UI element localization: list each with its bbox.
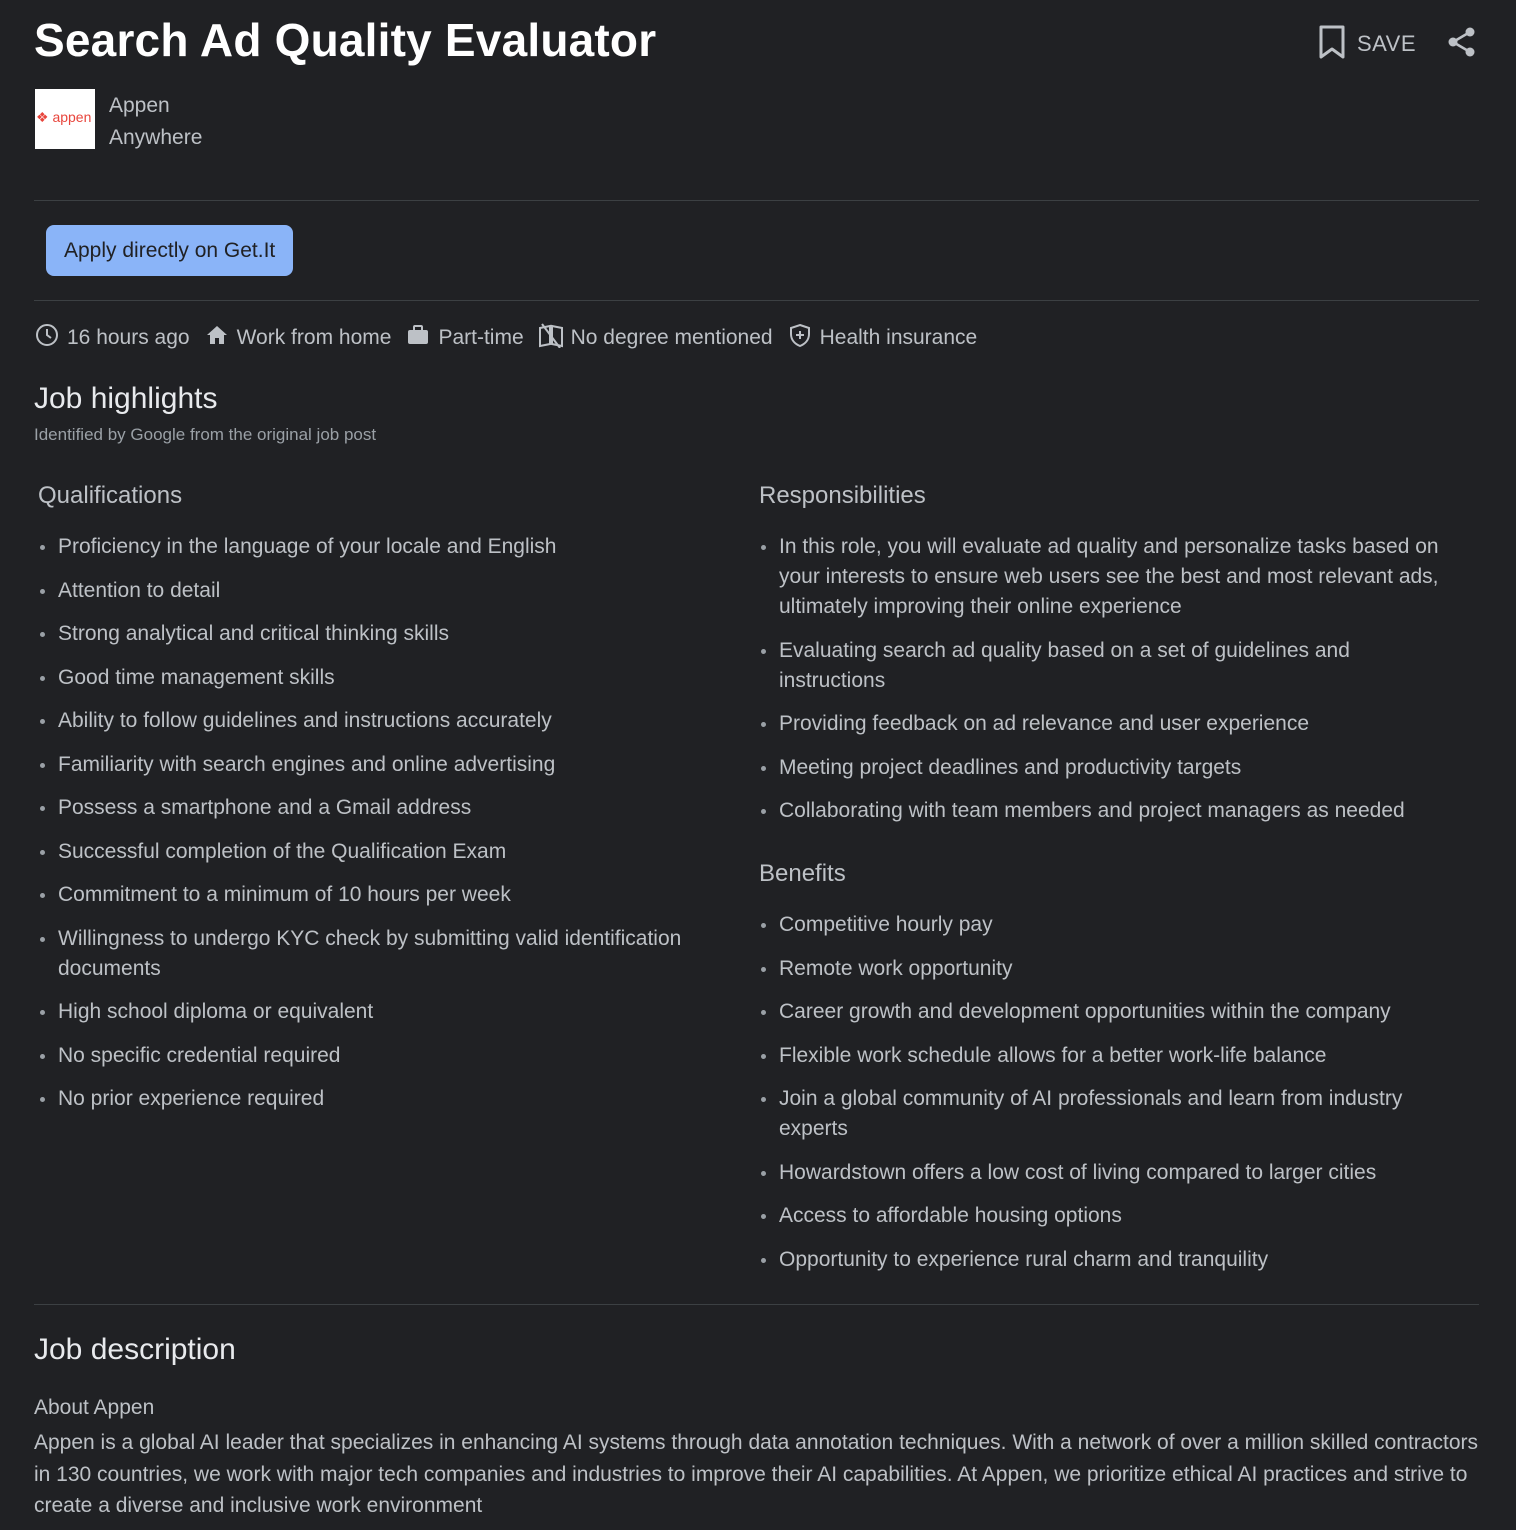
job-description-title: Job description — [34, 1333, 236, 1366]
benefits-title: Benefits — [759, 860, 846, 887]
benefit-chip-label: Health insurance — [819, 326, 978, 349]
education-requirement: No degree mentioned — [570, 326, 773, 349]
chip-posted — [34, 322, 190, 354]
benefits-list — [759, 910, 1449, 1288]
share-icon — [1446, 26, 1478, 63]
list-item: Howardstown offers a low cost of living compared to larger cities — [759, 1158, 1449, 1188]
list-item: High school diploma or equivalent — [38, 997, 718, 1027]
list-item: Ability to follow guidelines and instructions accurately — [38, 706, 718, 736]
responsibilities-title: Responsibilities — [759, 482, 926, 509]
briefcase-icon — [405, 322, 438, 354]
list-item: Access to affordable housing options — [759, 1201, 1449, 1231]
bookmark-icon — [1317, 24, 1347, 65]
posted-time: 16 hours ago — [67, 326, 190, 349]
book-icon — [538, 322, 571, 354]
job-highlights-subtitle: Identified by Google from the original job post — [34, 425, 377, 444]
list-item: Remote work opportunity — [759, 954, 1449, 984]
list-item: Commitment to a minimum of 10 hours per week — [38, 880, 718, 910]
job-title: Search Ad Quality Evaluator — [34, 14, 657, 66]
list-item: Familiarity with search engines and online advertising — [38, 750, 718, 780]
list-item: Join a global community of AI professionals and learn from industry experts — [759, 1084, 1449, 1144]
job-attributes — [34, 321, 991, 355]
home-icon — [204, 322, 237, 354]
apply-button[interactable]: Apply directly on Get.It — [46, 225, 293, 276]
list-item: Successful completion of the Qualification Exam — [38, 837, 718, 867]
job-location: Anywhere — [109, 126, 203, 149]
divider — [34, 300, 1479, 301]
divider — [34, 200, 1479, 201]
clock-icon — [34, 322, 67, 354]
list-item: Willingness to undergo KYC check by submitting valid identification documents — [38, 924, 718, 984]
company-row — [35, 89, 202, 154]
list-item: Competitive hourly pay — [759, 910, 1449, 940]
list-item: Attention to detail — [38, 576, 718, 606]
description-body: Appen is a global AI leader that specializes in enhancing AI systems through data annotation techniques. With a network of over a million skilled contractors in 130 countries, we work with major tech companies and industries to improve their AI capabilities. At Appen, we prioritize ethical AI practices and strive to create a diverse and inclusive work environment — [34, 1431, 1478, 1517]
list-item: Collaborating with team members and project managers as needed — [759, 796, 1449, 826]
company-name: Appen — [109, 94, 170, 117]
save-label: SAVE — [1356, 31, 1416, 56]
schedule-type: Part-time — [438, 326, 524, 349]
company-logo-text: ❖ appen — [36, 109, 92, 125]
list-item: No prior experience required — [38, 1084, 718, 1114]
list-item: Proficiency in the language of your locale and English — [38, 532, 718, 562]
divider — [34, 1304, 1479, 1305]
share-button[interactable] — [1446, 26, 1478, 63]
description-heading: About Appen — [34, 1396, 155, 1419]
list-item: Opportunity to experience rural charm and tranquility — [759, 1245, 1449, 1275]
list-item: In this role, you will evaluate ad quality and personalize tasks based on your interests to ensure web users see the best and most relevant ads, ultimately improving their online experience — [759, 532, 1449, 622]
list-item: Possess a smartphone and a Gmail address — [38, 793, 718, 823]
qualifications-title: Qualifications — [38, 482, 183, 509]
list-item: No specific credential required — [38, 1041, 718, 1071]
company-logo — [35, 89, 95, 149]
list-item: Career growth and development opportunities within the company — [759, 997, 1449, 1027]
save-button[interactable] — [1317, 24, 1416, 65]
chip-education — [538, 322, 773, 354]
chip-schedule — [405, 322, 523, 354]
list-item: Meeting project deadlines and productivity targets — [759, 753, 1449, 783]
job-highlights-title: Job highlights — [34, 382, 218, 415]
work-mode: Work from home — [236, 326, 392, 349]
list-item: Strong analytical and critical thinking skills — [38, 619, 718, 649]
qualifications-list — [38, 532, 718, 1128]
list-item: Evaluating search ad quality based on a set of guidelines and instructions — [759, 636, 1449, 696]
chip-benefit — [787, 322, 978, 354]
shield-icon — [787, 322, 820, 354]
responsibilities-list — [759, 532, 1449, 840]
list-item: Flexible work schedule allows for a better work-life balance — [759, 1041, 1449, 1071]
list-item: Providing feedback on ad relevance and user experience — [759, 709, 1449, 739]
top-actions — [1317, 24, 1478, 64]
list-item: Good time management skills — [38, 663, 718, 693]
chip-work-mode — [204, 322, 392, 354]
